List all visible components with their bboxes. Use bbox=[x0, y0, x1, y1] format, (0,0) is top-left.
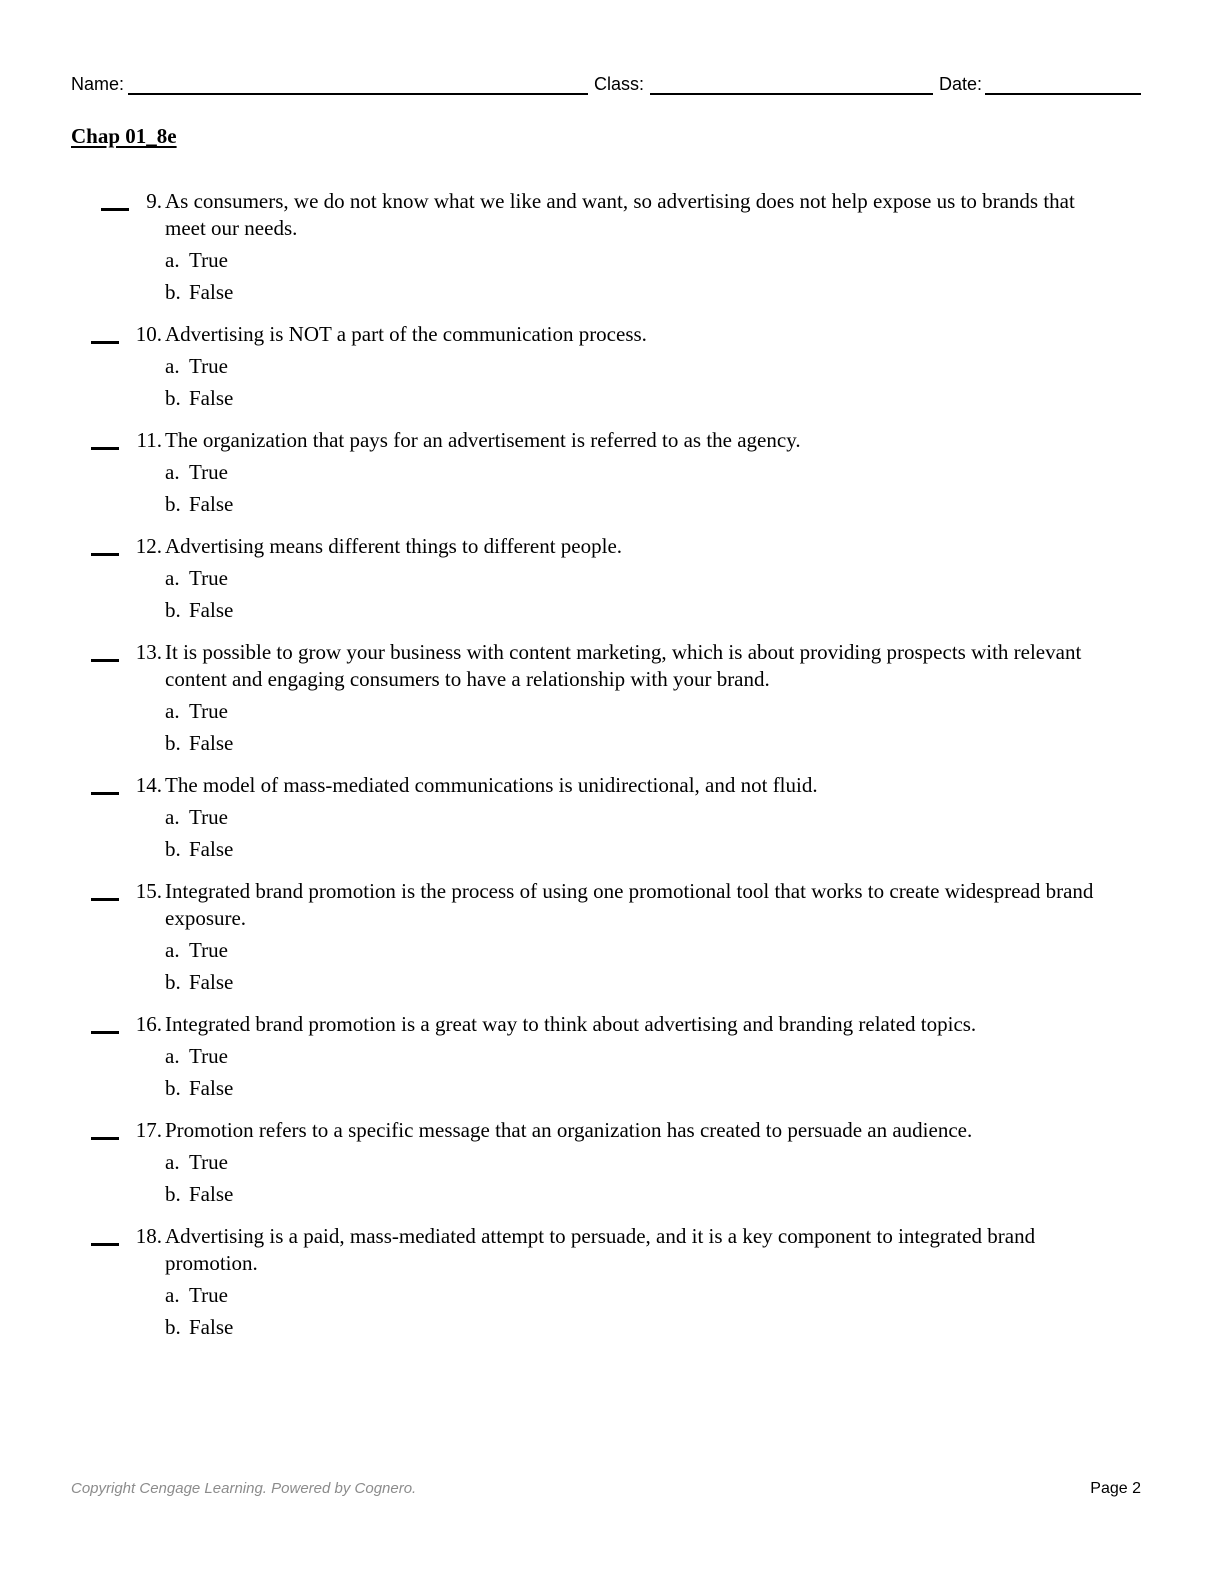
choice-letter: a. bbox=[165, 938, 180, 962]
answer-blank[interactable] bbox=[91, 792, 119, 795]
choice-letter: a. bbox=[165, 248, 180, 272]
choice-letter: b. bbox=[165, 280, 181, 304]
choice-letter: b. bbox=[165, 1315, 181, 1339]
answer-blank[interactable] bbox=[101, 208, 129, 211]
name-label: Name: bbox=[71, 74, 125, 94]
question-number: 9. bbox=[146, 189, 162, 213]
answer-blank[interactable] bbox=[91, 1031, 119, 1034]
answer-choice bbox=[165, 969, 1224, 996]
choice-letter: b. bbox=[165, 386, 181, 410]
question-text: It is possible to grow your business with content marketing, which is about providing prospects with relevant content and engaging consumers to have a relationship with your brand. bbox=[165, 640, 1082, 691]
footer-copyright: Copyright Cengage Learning. Powered by Cognero. bbox=[71, 1480, 417, 1497]
choice-text: False bbox=[189, 731, 234, 755]
question-item bbox=[0, 1117, 1224, 1208]
answer-choice bbox=[165, 597, 1224, 624]
choice-text: False bbox=[189, 386, 234, 410]
question-number: 14. bbox=[135, 773, 162, 797]
choice-text: True bbox=[189, 1150, 228, 1174]
question-text: As consumers, we do not know what we like and want, so advertising does not help expose us to brands that meet our needs. bbox=[165, 189, 1075, 240]
question-text: Advertising means different things to different people. bbox=[165, 534, 623, 558]
choice-letter: b. bbox=[165, 598, 181, 622]
question-number: 13. bbox=[135, 640, 162, 664]
choice-text: False bbox=[189, 1182, 234, 1206]
question-item bbox=[0, 1223, 1224, 1341]
choice-letter: a. bbox=[165, 1150, 180, 1174]
question-text: Integrated brand promotion is a great way to think about advertising and branding related topics. bbox=[165, 1012, 977, 1036]
answer-choice bbox=[165, 491, 1224, 518]
answer-choice bbox=[165, 353, 1224, 380]
choice-letter: b. bbox=[165, 1182, 181, 1206]
choice-text: False bbox=[189, 970, 234, 994]
chapter-title: Chap 01_8e bbox=[71, 124, 177, 148]
choice-letter: a. bbox=[165, 1044, 180, 1068]
question-number: 17. bbox=[135, 1118, 162, 1142]
answer-choice bbox=[165, 1075, 1224, 1102]
class-blank-line[interactable] bbox=[650, 93, 933, 95]
answer-blank[interactable] bbox=[91, 1137, 119, 1140]
choice-letter: a. bbox=[165, 566, 180, 590]
question-number: 18. bbox=[135, 1224, 162, 1248]
answer-blank[interactable] bbox=[91, 447, 119, 450]
choice-text: False bbox=[189, 1076, 234, 1100]
choice-text: True bbox=[189, 1044, 228, 1068]
answer-blank[interactable] bbox=[91, 898, 119, 901]
answer-blank[interactable] bbox=[91, 341, 119, 344]
question-item bbox=[0, 639, 1224, 757]
question-text: The model of mass-mediated communications is unidirectional, and not fluid. bbox=[165, 773, 818, 797]
choice-letter: b. bbox=[165, 1076, 181, 1100]
choice-letter: a. bbox=[165, 460, 180, 484]
question-number: 16. bbox=[135, 1012, 162, 1036]
question-item bbox=[0, 533, 1224, 624]
choice-text: False bbox=[189, 280, 234, 304]
answer-choice bbox=[165, 1149, 1224, 1176]
choice-text: True bbox=[189, 248, 228, 272]
answer-choice bbox=[165, 937, 1224, 964]
question-number: 12. bbox=[135, 534, 162, 558]
choice-text: True bbox=[189, 699, 228, 723]
question-number: 15. bbox=[135, 879, 162, 903]
answer-choice bbox=[165, 804, 1224, 831]
question-item bbox=[0, 1011, 1224, 1102]
question-number: 10. bbox=[135, 322, 162, 346]
choice-text: True bbox=[189, 1283, 228, 1307]
question-text: Advertising is NOT a part of the communication process. bbox=[165, 322, 647, 346]
name-blank-line[interactable] bbox=[128, 93, 588, 95]
answer-blank[interactable] bbox=[91, 1243, 119, 1246]
answer-choice bbox=[165, 459, 1224, 486]
answer-choice bbox=[165, 698, 1224, 725]
question-text: Integrated brand promotion is the process of using one promotional tool that works to create widespread brand exposure. bbox=[165, 879, 1094, 930]
answer-choice bbox=[165, 1181, 1224, 1208]
choice-letter: b. bbox=[165, 731, 181, 755]
answer-choice bbox=[165, 247, 1224, 274]
answer-choice bbox=[165, 1043, 1224, 1070]
choice-text: True bbox=[189, 566, 228, 590]
answer-choice bbox=[165, 1314, 1224, 1341]
choice-letter: a. bbox=[165, 805, 180, 829]
date-label: Date: bbox=[939, 74, 983, 94]
question-number: 11. bbox=[136, 428, 162, 452]
choice-letter: a. bbox=[165, 699, 180, 723]
answer-choice bbox=[165, 279, 1224, 306]
answer-choice bbox=[165, 836, 1224, 863]
choice-letter: b. bbox=[165, 970, 181, 994]
document-header bbox=[71, 72, 1141, 98]
choice-letter: b. bbox=[165, 492, 181, 516]
question-text: Advertising is a paid, mass-mediated attempt to persuade, and it is a key component to integrated brand promotion. bbox=[165, 1224, 1036, 1275]
question-item bbox=[0, 427, 1224, 518]
answer-choice bbox=[165, 730, 1224, 757]
choice-text: True bbox=[189, 460, 228, 484]
choice-letter: b. bbox=[165, 837, 181, 861]
question-item bbox=[0, 321, 1224, 412]
choice-text: False bbox=[189, 492, 234, 516]
choice-text: False bbox=[189, 598, 234, 622]
date-blank-line[interactable] bbox=[985, 93, 1141, 95]
answer-choice bbox=[165, 1282, 1224, 1309]
answer-blank[interactable] bbox=[91, 659, 119, 662]
question-item bbox=[0, 188, 1224, 306]
answer-blank[interactable] bbox=[91, 553, 119, 556]
answer-choice bbox=[165, 385, 1224, 412]
choice-letter: a. bbox=[165, 1283, 180, 1307]
question-text: The organization that pays for an advertisement is referred to as the agency. bbox=[165, 428, 801, 452]
question-text: Promotion refers to a specific message that an organization has created to persuade an audience. bbox=[165, 1118, 973, 1142]
question-item bbox=[0, 772, 1224, 863]
page-number: Page 2 bbox=[1090, 1480, 1141, 1497]
question-list bbox=[0, 188, 1224, 1356]
choice-letter: a. bbox=[165, 354, 180, 378]
class-label: Class: bbox=[594, 74, 645, 94]
choice-text: True bbox=[189, 805, 228, 829]
choice-text: False bbox=[189, 837, 234, 861]
choice-text: False bbox=[189, 1315, 234, 1339]
question-item bbox=[0, 878, 1224, 996]
choice-text: True bbox=[189, 938, 228, 962]
answer-choice bbox=[165, 565, 1224, 592]
choice-text: True bbox=[189, 354, 228, 378]
